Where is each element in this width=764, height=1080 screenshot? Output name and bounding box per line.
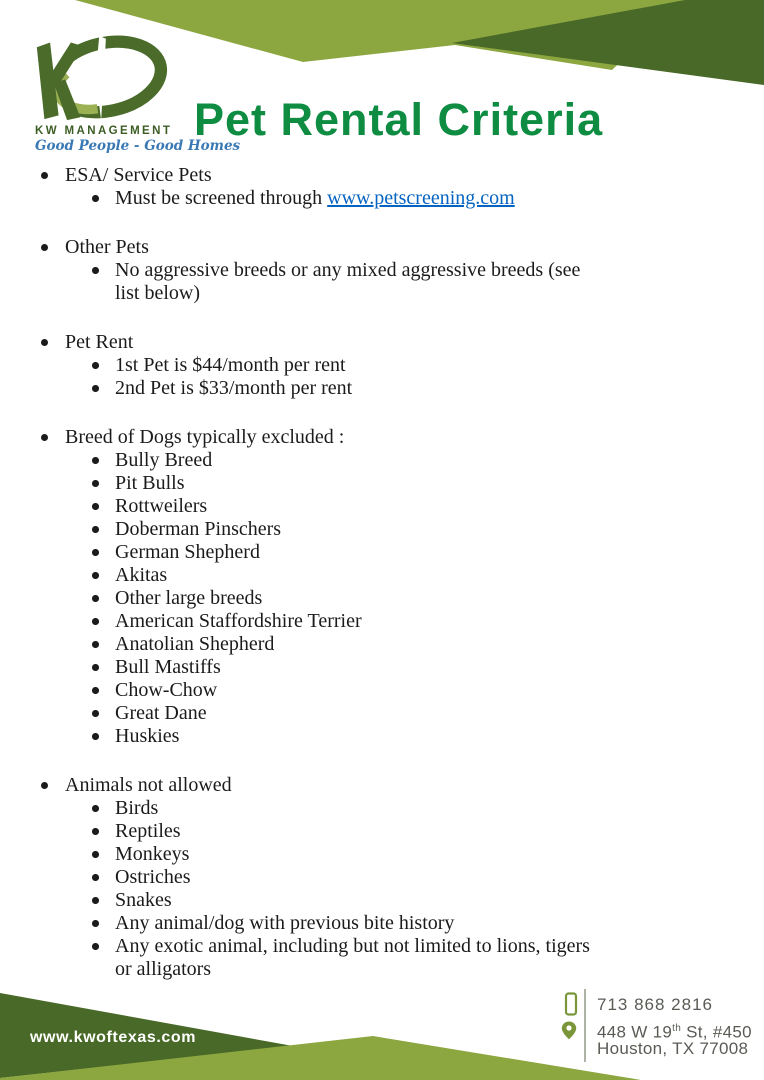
- bullet-icon: [41, 434, 48, 441]
- item-text: Pet Rent: [65, 331, 134, 353]
- item-text: Bull Mastiffs: [115, 656, 221, 678]
- item-text: Must be screened through www.petscreening.com: [115, 187, 515, 209]
- criteria-section: [0, 774, 764, 981]
- item-text: Pit Bulls: [115, 472, 185, 494]
- list-item: [0, 541, 764, 564]
- bullet-icon: [92, 549, 99, 556]
- item-text: ESA/ Service Pets: [65, 164, 212, 186]
- item-text: Great Dane: [115, 702, 207, 724]
- bullet-icon: [92, 572, 99, 579]
- bullet-icon: [92, 595, 99, 602]
- list-item: [0, 377, 764, 400]
- bullet-icon: [92, 943, 99, 950]
- list-item: [0, 564, 764, 587]
- bullet-icon: [92, 828, 99, 835]
- bullet-icon: [92, 920, 99, 927]
- bullet-icon: [92, 526, 99, 533]
- list-item: [0, 725, 764, 748]
- address-line-2: Houston, TX 77008: [597, 1038, 749, 1058]
- item-text: Chow-Chow: [115, 679, 218, 701]
- list-item: [0, 472, 764, 495]
- petscreening-link[interactable]: www.petscreening.com: [327, 187, 515, 209]
- item-text: Akitas: [115, 564, 168, 586]
- kw-logo-mark-icon: [33, 34, 175, 122]
- list-item: [0, 259, 764, 305]
- section-heading: [0, 236, 764, 259]
- item-text: Animals not allowed: [65, 774, 232, 796]
- item-text: 1st Pet is $44/month per rent: [115, 354, 346, 376]
- criteria-section: [0, 426, 764, 748]
- item-text: Snakes: [115, 889, 172, 911]
- website-text: www.kwoftexas.com: [30, 1029, 197, 1046]
- section-heading: [0, 331, 764, 354]
- list-item: [0, 449, 764, 472]
- address-line-1: 448 W 19th St, #450: [597, 1022, 752, 1042]
- location-pin-icon: [561, 1021, 577, 1040]
- list-item: [0, 912, 764, 935]
- list-item: [0, 797, 764, 820]
- bullet-icon: [92, 733, 99, 740]
- list-item: [0, 820, 764, 843]
- bullet-icon: [41, 172, 48, 179]
- item-text: Other Pets: [65, 236, 149, 258]
- criteria-list: [0, 164, 764, 1007]
- criteria-section: [0, 236, 764, 305]
- contact-divider: [584, 989, 586, 1062]
- page-title: Pet Rental Criteria: [194, 94, 604, 145]
- list-item: [0, 656, 764, 679]
- bullet-icon: [92, 641, 99, 648]
- logo-company-name: KW MANAGEMENT: [35, 125, 173, 137]
- bullet-icon: [92, 874, 99, 881]
- bullet-icon: [92, 618, 99, 625]
- bullet-icon: [41, 782, 48, 789]
- list-item: [0, 354, 764, 377]
- bullet-icon: [41, 339, 48, 346]
- address-superscript: th: [672, 1023, 682, 1034]
- list-item: [0, 587, 764, 610]
- section-heading: [0, 426, 764, 449]
- bullet-icon: [92, 710, 99, 717]
- logo-tagline: Good People - Good Homes: [35, 138, 241, 154]
- section-heading: [0, 774, 764, 797]
- list-item: [0, 702, 764, 725]
- item-text: American Staffordshire Terrier: [115, 610, 362, 632]
- bullet-icon: [92, 480, 99, 487]
- bullet-icon: [92, 503, 99, 510]
- address: [597, 1021, 752, 1057]
- kw-management-logo: [33, 34, 241, 154]
- item-text: Birds: [115, 797, 159, 819]
- bullet-icon: [92, 897, 99, 904]
- item-text: Ostriches: [115, 866, 191, 888]
- list-item: [0, 518, 764, 541]
- item-text: No aggressive breeds or any mixed aggressive breeds (see list below): [115, 259, 581, 304]
- bullet-icon: [41, 244, 48, 251]
- list-item: [0, 679, 764, 702]
- bullet-icon: [92, 805, 99, 812]
- item-text: Bully Breed: [115, 449, 213, 471]
- list-item: [0, 866, 764, 889]
- item-text: Any exotic animal, including but not limited to lions, tigers or alligators: [115, 935, 590, 980]
- bullet-icon: [92, 267, 99, 274]
- item-text: German Shepherd: [115, 541, 260, 563]
- bullet-icon: [92, 362, 99, 369]
- item-text: Breed of Dogs typically excluded :: [65, 426, 345, 448]
- criteria-section: [0, 331, 764, 400]
- item-text: Doberman Pinschers: [115, 518, 282, 540]
- item-text: 2nd Pet is $33/month per rent: [115, 377, 353, 399]
- item-text: Other large breeds: [115, 587, 263, 609]
- bullet-icon: [92, 385, 99, 392]
- item-text: Huskies: [115, 725, 180, 747]
- item-text: Rottweilers: [115, 495, 208, 517]
- section-heading: [0, 164, 764, 187]
- item-text: Any animal/dog with previous bite history: [115, 912, 455, 934]
- bullet-icon: [92, 851, 99, 858]
- list-item: [0, 843, 764, 866]
- list-item: [0, 610, 764, 633]
- list-item: [0, 889, 764, 912]
- bullet-icon: [92, 195, 99, 202]
- bullet-icon: [92, 457, 99, 464]
- phone-icon: [564, 992, 578, 1016]
- list-item: [0, 633, 764, 656]
- phone-number: 713 868 2816: [597, 995, 713, 1014]
- item-text: Monkeys: [115, 843, 190, 865]
- list-item: [0, 935, 764, 981]
- criteria-section: [0, 164, 764, 210]
- item-text: Anatolian Shepherd: [115, 633, 275, 655]
- list-item: [0, 495, 764, 518]
- bullet-icon: [92, 664, 99, 671]
- list-item: [0, 187, 764, 210]
- bullet-icon: [92, 687, 99, 694]
- item-text: Reptiles: [115, 820, 181, 842]
